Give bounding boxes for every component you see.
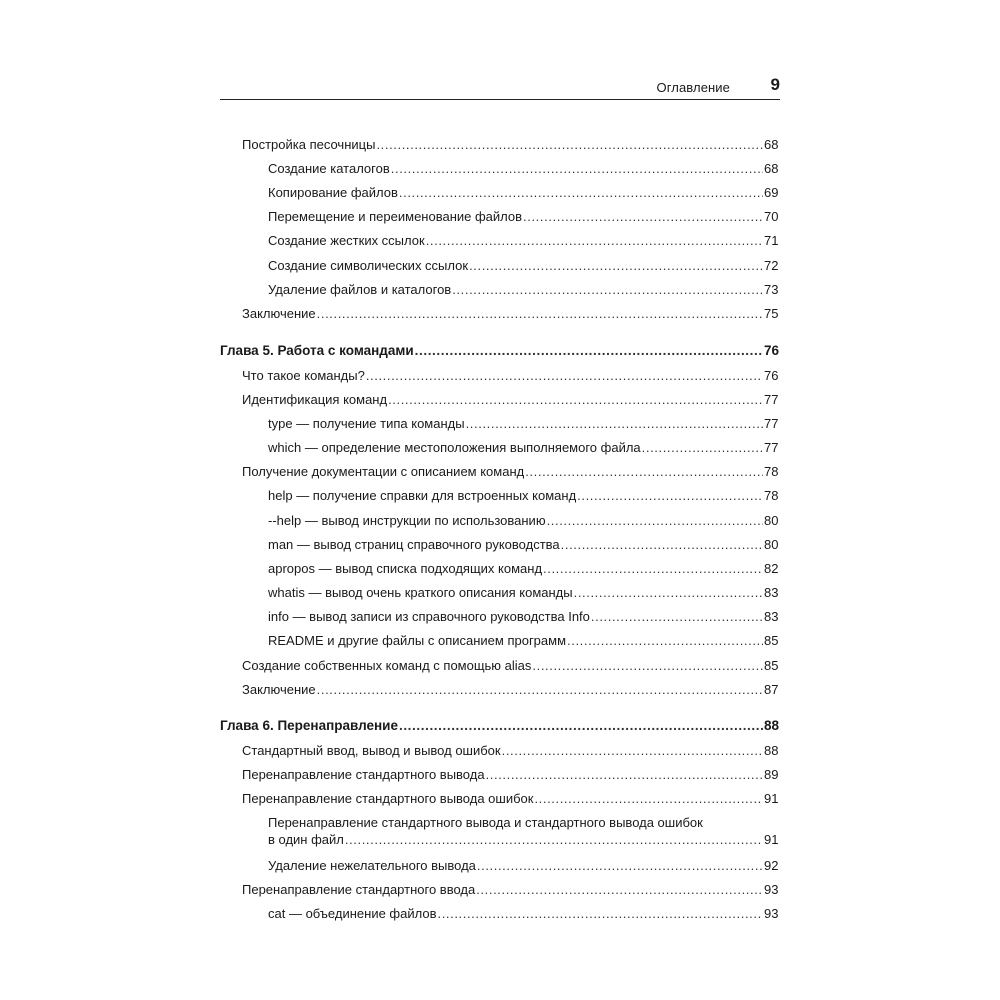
toc-entry-title: Создание символических ссылок [268,258,469,273]
toc-entry-page: 75 [764,306,779,321]
toc-entry-title: man — вывод страниц справочного руководства [268,537,560,552]
toc-leader [452,281,763,298]
toc-entry-page: 82 [764,561,779,576]
toc-leader [477,857,763,874]
toc-entry-page: 70 [764,209,779,224]
toc-entry[interactable] [242,136,778,153]
toc-entry[interactable] [268,512,778,529]
toc-entry-page: 77 [764,440,779,455]
toc-entry-page: 93 [764,906,779,921]
toc-entry[interactable] [268,905,778,922]
toc-entry-title: Идентификация команд [242,392,388,407]
toc-entry[interactable] [268,584,778,601]
toc-entry-title: which — определение местоположения выполняемого файла [268,440,641,455]
toc-leader [391,160,763,177]
toc-entry-title: Удаление нежелательного вывода [268,858,476,873]
toc-leader [476,881,763,898]
toc-entry-page: 77 [764,392,779,407]
toc-entry[interactable] [268,439,778,456]
toc-leader [642,439,763,456]
toc-leader [532,657,763,674]
toc-entry-title: Копирование файлов [268,185,398,200]
toc-leader [388,391,763,408]
toc-entry-title: Заключение [242,306,316,321]
toc-leader [317,681,763,698]
toc-leader [567,632,763,649]
toc-entry-title: type — получение типа команды [268,416,465,431]
toc-entry[interactable] [268,857,778,874]
toc-entry[interactable] [268,632,778,649]
toc-entry-title: Стандартный ввод, вывод и вывод ошибок [242,743,501,758]
toc-entry[interactable] [242,391,778,408]
toc-entry-title: Создание жестких ссылок [268,233,425,248]
toc-entry-title: help — получение справки для встроенных команд [268,488,577,503]
toc-entry-title: apropos — вывод списка подходящих команд [268,561,543,576]
toc-entry[interactable] [268,281,778,298]
toc-entry[interactable] [242,881,778,898]
toc-entry-page: 68 [764,161,779,176]
toc-leader [415,342,763,359]
toc-chapter[interactable] [220,342,778,359]
toc-leader [366,367,763,384]
toc-entry-page: 89 [764,767,779,782]
toc-entry-title: Перенаправление стандартного вывода и стандартного вывода ошибок [268,815,703,830]
toc-entry-page: 80 [764,513,779,528]
toc-entry-title: Получение документации с описанием команд [242,464,525,479]
toc-entry[interactable] [268,560,778,577]
toc-leader [574,584,763,601]
toc-entry-title: Перенаправление стандартного вывода ошибок [242,791,534,806]
toc-leader [399,184,763,201]
toc-leader [469,257,763,274]
toc-entry-page: 78 [764,488,779,503]
toc-entry-title: Перемещение и переименование файлов [268,209,523,224]
toc-entry-page: 83 [764,585,779,600]
toc-entry[interactable] [242,681,778,698]
toc-entry-page: 72 [764,258,779,273]
toc-entry[interactable] [242,742,778,759]
toc-entry-page: 91 [764,791,779,806]
toc-leader [525,463,763,480]
toc-entry[interactable] [242,367,778,384]
toc-entry-page: 78 [764,464,779,479]
toc-leader [399,717,763,734]
toc-entry[interactable] [268,208,778,225]
toc-entry[interactable] [268,415,778,432]
toc-entry-title: Заключение [242,682,316,697]
toc-entry-continuation [268,831,778,848]
toc-chapter-page: 88 [764,718,780,733]
toc-leader [502,742,763,759]
toc-entry[interactable] [242,790,778,807]
toc-leader [534,790,763,807]
toc-entry[interactable] [242,657,778,674]
toc-entry-page: 93 [764,882,779,897]
toc-leader [577,487,763,504]
toc-leader [376,136,763,153]
toc-entry-page: 85 [764,658,779,673]
toc-entry-title: Что такое команды? [242,368,365,383]
toc-leader [345,831,763,848]
toc-entry-title: whatis — вывод очень краткого описания команды [268,585,573,600]
toc-entry-page: 83 [764,609,779,624]
toc-entry-title: cat — объединение файлов [268,906,437,921]
toc-entry[interactable] [268,184,778,201]
toc-chapter-title: Глава 5. Работа с командами [220,343,414,358]
page-number: 9 [770,75,780,94]
toc-entry-page: 77 [764,416,779,431]
toc-entry-title: --help — вывод инструкции по использованию [268,513,546,528]
toc-leader [466,415,763,432]
toc-entry-title: Создание каталогов [268,161,390,176]
toc-entry[interactable] [268,232,778,249]
toc-entry-page: 80 [764,537,779,552]
toc-entry[interactable] [268,160,778,177]
toc-chapter-page: 76 [764,343,780,358]
toc-leader [523,208,763,225]
toc-entry-page: 76 [764,368,779,383]
toc-leader [561,536,763,553]
toc-entry-page: 69 [764,185,779,200]
toc-entry-page: 92 [764,858,779,873]
toc-leader [437,905,763,922]
toc-entry-title: info — вывод записи из справочного руководства Info [268,609,590,624]
toc-entry[interactable] [268,257,778,274]
toc-entry-title: Перенаправление стандартного вывода [242,767,485,782]
toc-leader [317,305,763,322]
running-header-title: Оглавление [656,80,730,95]
toc-leader [547,512,763,529]
toc-chapter[interactable] [220,717,778,734]
toc-entry[interactable] [268,814,778,848]
toc-leader [486,766,763,783]
toc-entry[interactable] [242,766,778,783]
toc-entry-page: 91 [764,832,779,847]
toc-entry[interactable] [242,305,778,322]
toc-leader [591,608,763,625]
toc-chapter-title: Глава 6. Перенаправление [220,718,398,733]
toc-entry-title: README и другие файлы с описанием программ [268,633,567,648]
toc-entry[interactable] [268,536,778,553]
toc-entry-page: 71 [764,233,779,248]
toc-entry-title: Создание собственных команд с помощью alias [242,658,532,673]
toc-entry[interactable] [268,487,778,504]
toc-entry-page: 87 [764,682,779,697]
toc-leader [543,560,763,577]
toc-entry-page: 88 [764,743,779,758]
toc-entry-title: Удаление файлов и каталогов [268,282,452,297]
toc-leader [426,232,763,249]
toc-entry-title: Перенаправление стандартного ввода [242,882,476,897]
toc-entry[interactable] [242,463,778,480]
toc-entry-page: 68 [764,137,779,152]
toc-entry-page: 85 [764,633,779,648]
toc-entry[interactable] [268,608,778,625]
toc-entry-page: 73 [764,282,779,297]
toc-entry-title: Постройка песочницы [242,137,376,152]
toc-entry-title-cont: в один файл [268,832,344,847]
